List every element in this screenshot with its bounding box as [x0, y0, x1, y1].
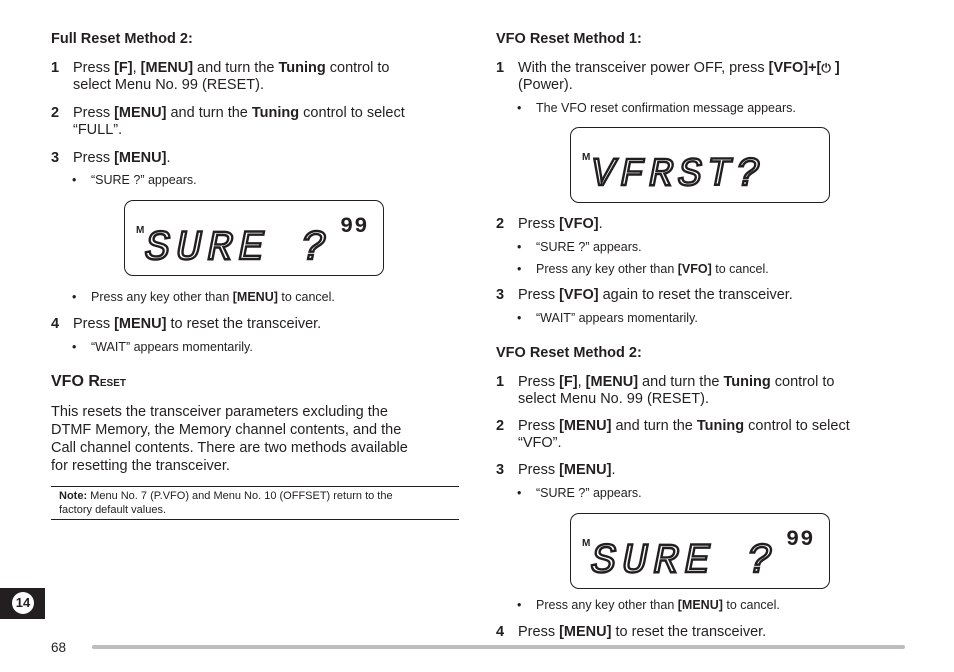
step-text: Press [MENU] and turn the Tuning control to select “VFO”. [518, 418, 850, 451]
chapter-tab [0, 588, 45, 619]
step-text: Press [F], [MENU] and turn the Tuning control to select Menu No. 99 (RESET). [73, 60, 390, 93]
vfo1-step-1 [496, 60, 906, 96]
step-2 [51, 105, 451, 141]
footer-rule [92, 645, 905, 649]
vfo-reset-description: This resets the transceiver parameters excluding the DTMF Memory, the Memory channel contents, and the Call channel contents. There are two methods available for resetting the transceiver. [51, 404, 408, 474]
step-number: 2 [496, 418, 505, 434]
vfo-reset-method-2-heading: VFO Reset Method 2: [496, 345, 642, 361]
step-text: Press [F], [MENU] and turn the Tuning control to select Menu No. 99 (RESET). [518, 374, 835, 407]
step-text: Press [MENU] to reset the transceiver. [518, 624, 767, 640]
full-reset-method-2-heading: Full Reset Method 2: [51, 31, 193, 47]
step-number: 2 [51, 105, 60, 121]
step-number: 1 [496, 374, 505, 390]
lcd-segments [571, 514, 829, 588]
page-number: 68 [51, 640, 67, 655]
lcd-main-text: VFRST? [591, 153, 766, 198]
chapter-number-badge: 14 [12, 592, 34, 614]
step-text: Press [MENU]. [73, 150, 171, 166]
step-3 [51, 150, 451, 168]
vfo1-step-3 [496, 287, 906, 305]
vfo2-step-1 [496, 374, 906, 410]
step-text: Press [MENU]. [518, 462, 616, 478]
step-text: Press [MENU] to reset the transceiver. [73, 316, 322, 332]
step-number: 4 [51, 316, 60, 332]
lcd-menu-digits: 99 [340, 214, 369, 239]
vfo-reset-heading: VFO Reset [51, 373, 127, 390]
step-text: With the transceiver power OFF, press [VFO]+[⏻ ] (Power). [518, 60, 840, 93]
step-4 [51, 316, 451, 334]
note-label: Note: [59, 490, 88, 502]
step-number: 1 [51, 60, 60, 76]
step-number: 3 [496, 287, 505, 303]
vfo1-step-2 [496, 216, 906, 234]
vfo2-step-4 [496, 624, 906, 642]
step-1 [51, 60, 451, 96]
lcd-memory-indicator: M [582, 152, 591, 163]
lcd-display-sure-2 [570, 513, 830, 589]
step-text: Press [MENU] and turn the Tuning control to select “FULL”. [73, 105, 405, 138]
lcd-segments [571, 128, 829, 202]
lcd-segments [125, 201, 383, 275]
step-text: Press [VFO]. [518, 216, 603, 232]
power-icon: ⏻ [821, 61, 831, 75]
lcd-memory-indicator: M [136, 225, 145, 236]
step-number: 4 [496, 624, 505, 640]
lcd-display-sure [124, 200, 384, 276]
step-number: 2 [496, 216, 505, 232]
vfo2-step-2 [496, 418, 906, 454]
step-text: Press [VFO] again to reset the transceiver. [518, 287, 793, 303]
lcd-memory-indicator: M [582, 538, 591, 549]
vfo2-step-3 [496, 462, 906, 480]
lcd-menu-digits: 99 [786, 527, 815, 552]
lcd-display-vfrst [570, 127, 830, 203]
step-number: 3 [496, 462, 505, 478]
note-box: Note: Menu No. 7 (P.VFO) and Menu No. 10 (OFFSET) return to the factory default values. [51, 486, 459, 520]
step-number: 3 [51, 150, 60, 166]
lcd-main-text: SURE ? [591, 537, 779, 585]
vfo-reset-method-1-heading: VFO Reset Method 1: [496, 31, 642, 47]
lcd-main-text: SURE ? [145, 224, 333, 272]
step-number: 1 [496, 60, 505, 76]
